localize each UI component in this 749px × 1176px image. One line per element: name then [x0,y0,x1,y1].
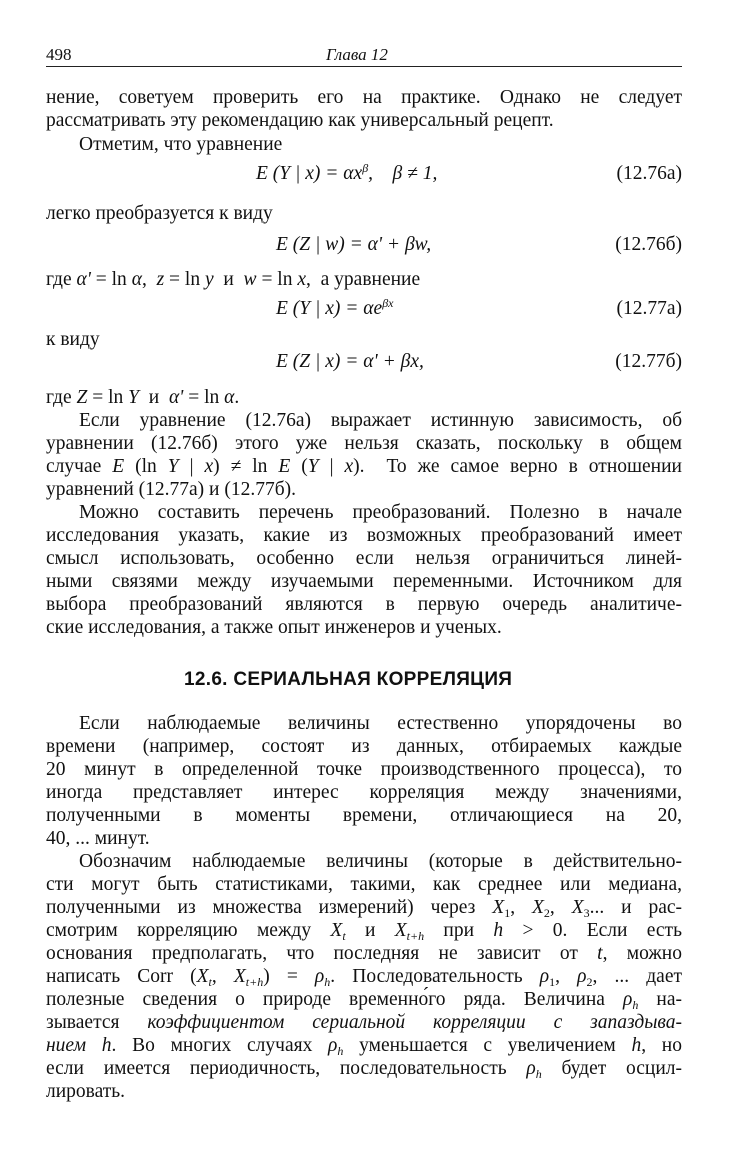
text-line: полученными в моменты времени, отличающиеся на 20, [46,805,682,826]
text-line: написать Corr ($X_t$, $X_{t+h}) = \rho_h$. Последовательность $\rho_1$, $\rho_2$, ... дает [46,966,682,989]
text-line: лировать. [46,1081,126,1102]
text-line: где α' = ln α, z = ln y и w = ln x, а уравнение [46,269,421,290]
equation-12-76a [46,162,682,186]
text-line: 20 минут в определенной точке производственного процесса), то [46,759,682,780]
running-head: Глава 12 [326,45,388,64]
equation-12-77a [46,297,682,321]
text-line: выбора преобразований являются в первую очередь аналитиче- [46,594,682,615]
text-line: нение, советуем проверить его на практике. Однако не следует [46,87,682,108]
equation-number: (12.76а) [616,163,682,184]
text-line: Можно составить перечень преобразований. Полезно в начале [79,502,682,523]
equation-12-76b [46,233,682,257]
text-line: ские исследования, а также опыт инженеров и ученых. [46,617,502,638]
text-line: Обозначим наблюдаемые величины (которые в действительно- [79,851,682,872]
equation-formula: E (Y | $x) = \alpha x^\beta$, β ≠ 1, [256,161,438,184]
text-line: к виду [46,329,100,350]
text-line: иногда представляет интерес корреляция между значениями, [46,782,682,803]
text-line: уравнений (12.77а) и (12.77б). [46,479,296,500]
text-line: нием h. Во многих случаях $\rho_h$ уменьшается с увеличением h, но [46,1035,682,1058]
text-line: Если уравнение (12.76а) выражает истинную зависимость, об [79,410,682,431]
text-line: времени (например, состоят из данных, отбираемых каждые [46,736,682,757]
equation-number: (12.77а) [616,298,682,319]
equation-formula: E (Z | w) = α' + βw, [276,234,432,255]
text-line: Отметим, что уравнение [79,134,283,155]
text-line: основания предполагать, что последняя не зависит от t, можно [46,943,682,964]
text-line: рассматривать эту рекомендацию как универсальный рецепт. [46,110,554,131]
text-line: полученными из множества измерений) через $X_1$, $X_2$, $X_3$... и рас- [46,897,683,920]
text-line: уравнении (12.76б) этого уже нельзя сказать, поскольку в общем [46,433,682,454]
equation-formula: E (Y | $x) = \alpha e^{\beta x}$ [276,296,394,319]
equation-formula: E (Z | x) = α' + βx, [276,351,424,372]
page-number: 498 [46,45,72,64]
text-line: полезные сведения о природе временно́го ряда. Величина $\rho_h$ на- [46,989,682,1012]
text-line: зывается коэффициентом сериальной корреляции с запаздыва- [46,1012,682,1033]
text-line: случае E (ln Y | x) ≠ ln E (Y | x). То же самое верно в отношении [46,456,682,477]
text-line: 40, ... минут. [46,828,150,849]
text-line: ными связями между изучаемыми переменными. Источником для [46,571,682,592]
page-header [46,40,682,66]
section-heading: 12.6. СЕРИАЛЬНАЯ КОРРЕЛЯЦИЯ [184,669,513,690]
text-line: Если наблюдаемые величины естественно упорядочены во [79,713,682,734]
text-line: исследования указать, какие из возможных преобразований имеет [46,525,682,546]
text-line: легко преобразуется к виду [46,203,273,224]
equation-number: (12.77б) [615,351,682,372]
text-line: смотрим корреляцию между $X_t$ и $X_{t+h}$ при h > 0. Если есть [46,920,682,943]
equation-12-77b [46,350,682,374]
text-line: где Z = ln Y и α' = ln α. [46,387,240,408]
equation-number: (12.76б) [615,234,682,255]
text-line: смысл использовать, особенно если нельзя ограничиться линей- [46,548,682,569]
text-line: если имеется периодичность, последовательность $\rho_h$ будет осцил- [46,1058,682,1081]
text-line: сти могут быть статистиками, такими, как среднее или медиана, [46,874,682,895]
header-rule [46,66,682,67]
